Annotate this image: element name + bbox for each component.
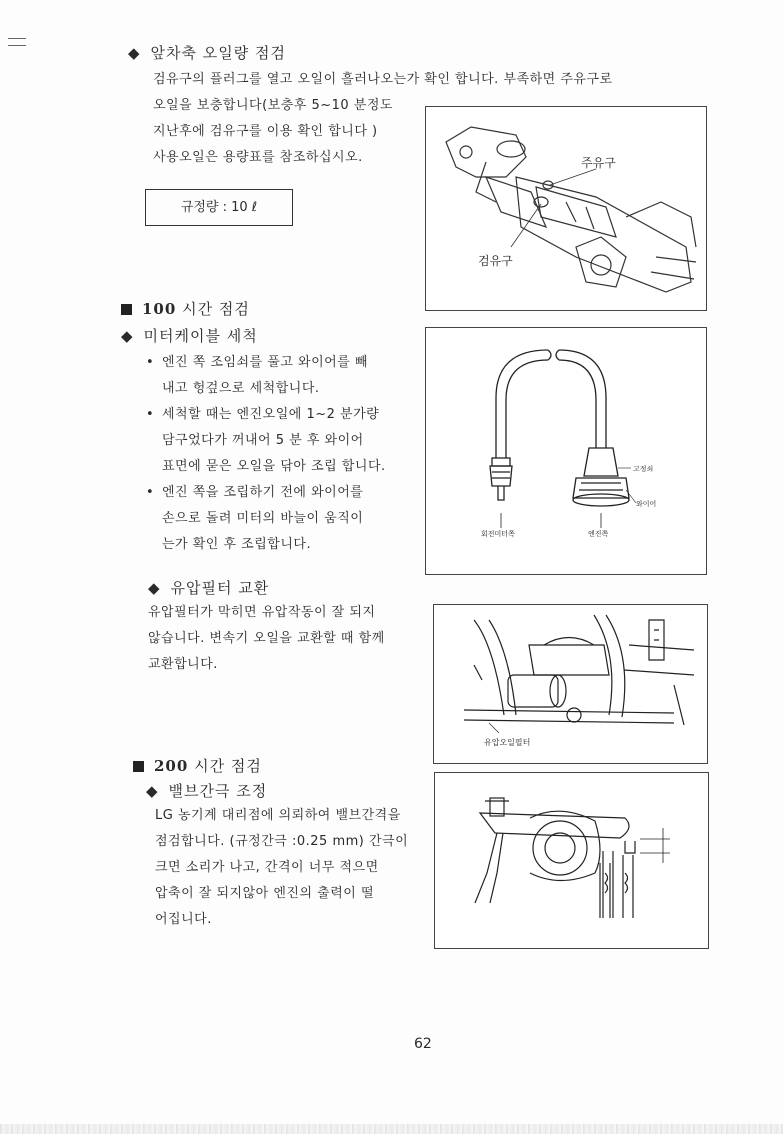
wire-label: 와이어 bbox=[636, 500, 657, 508]
valve-text bbox=[155, 803, 425, 933]
h100-num: 100 bbox=[142, 300, 177, 318]
page-number: 62 bbox=[414, 1036, 432, 1052]
check-port-label: 검유구 bbox=[478, 254, 513, 268]
meter-cable-text bbox=[146, 350, 411, 558]
h100-title: 시간 점검 bbox=[182, 300, 250, 318]
valve-heading bbox=[146, 780, 267, 801]
text-line: 않습니다. 변속기 오일을 교환할 때 함께 bbox=[148, 631, 385, 646]
valve-illustration bbox=[435, 773, 708, 948]
spec-box: 규정량 : 10 ℓ bbox=[145, 189, 293, 226]
h200-title: 시간 점검 bbox=[194, 757, 262, 775]
meter-side-label: 회전미터쪽 bbox=[481, 530, 515, 538]
text-line: 검유구의 플러그를 열고 오일이 흘러나오는가 확인 합니다. 부족하면 주유구로 bbox=[153, 72, 613, 87]
text-line: 는가 확인 후 조립합니다. bbox=[162, 537, 312, 552]
clamp-label: 고정쇠 bbox=[633, 465, 654, 473]
oil-filter-figure bbox=[433, 604, 708, 764]
h100-heading bbox=[121, 298, 250, 319]
front-axle-heading bbox=[128, 42, 286, 63]
text-line: 표면에 묻은 오일을 닦아 조립 합니다. bbox=[162, 459, 386, 474]
square-icon bbox=[133, 761, 144, 772]
text-line: • 세척할 때는 엔진오일에 1~2 분가량 bbox=[162, 407, 380, 422]
text-line: LG 농기계 대리점에 의뢰하여 밸브간격을 bbox=[155, 808, 401, 823]
filter-heading bbox=[148, 577, 269, 598]
square-icon bbox=[121, 304, 132, 315]
text-line: 교환합니다. bbox=[148, 657, 218, 672]
front-axle-illustration bbox=[426, 107, 706, 310]
front-axle-title: 앞차축 오일량 점검 bbox=[150, 44, 287, 62]
meter-cable-figure bbox=[425, 327, 707, 575]
text-line: 사용오일은 용량표를 참조하십시오. bbox=[153, 150, 363, 165]
text-line: 지난후에 검유구를 이용 확인 합니다 ) bbox=[153, 124, 378, 139]
bullet-item bbox=[146, 480, 411, 558]
text-line: 유압필터가 막히면 유압작동이 잘 되지 bbox=[148, 605, 376, 620]
diamond-icon: ◆ bbox=[146, 782, 159, 800]
text-line: • 엔진 쪽을 조립하기 전에 와이어를 bbox=[162, 485, 364, 500]
h200-num: 200 bbox=[154, 757, 189, 775]
valve-figure bbox=[434, 772, 709, 949]
margin-mark bbox=[8, 38, 26, 39]
scan-edge bbox=[0, 1124, 783, 1134]
valve-title: 밸브간극 조정 bbox=[168, 782, 268, 800]
filter-text bbox=[148, 600, 418, 678]
text-line: • 엔진 쪽 조임쇠를 풀고 와이어를 빼 bbox=[162, 355, 368, 370]
margin-mark bbox=[8, 45, 26, 46]
h200-heading bbox=[133, 755, 262, 776]
oil-filter-illustration bbox=[434, 605, 707, 763]
text-line: 담구었다가 꺼내어 5 분 후 와이어 bbox=[162, 433, 364, 448]
text-line: 손으로 돌려 미터의 바늘이 움직이 bbox=[162, 511, 364, 526]
text-line: 크면 소리가 나고, 간격이 너무 적으면 bbox=[155, 860, 379, 875]
meter-cable-heading bbox=[121, 325, 258, 346]
text-line: 어집니다. bbox=[155, 912, 212, 927]
engine-side-label: 엔진쪽 bbox=[588, 530, 609, 538]
meter-cable-illustration bbox=[426, 328, 706, 574]
diamond-icon: ◆ bbox=[128, 44, 141, 62]
filter-title: 유압필터 교환 bbox=[170, 579, 270, 597]
text-line: 내고 헝겊으로 세척합니다. bbox=[162, 381, 320, 396]
diamond-icon: ◆ bbox=[148, 579, 161, 597]
meter-cable-title: 미터케이블 세척 bbox=[143, 327, 258, 345]
text-line: 압축이 잘 되지않아 엔진의 출력이 떨 bbox=[155, 886, 375, 901]
diamond-icon: ◆ bbox=[121, 327, 134, 345]
front-axle-figure bbox=[425, 106, 707, 311]
bullet-item bbox=[146, 402, 411, 480]
oil-filter-label: 유압오일필터 bbox=[484, 738, 531, 747]
text-line: 점검합니다. (규정간극 :0.25 mm) 간극이 bbox=[155, 834, 409, 849]
filler-port-label: 주유구 bbox=[581, 156, 616, 170]
text-line: 오일을 보충합니다(보충후 5~10 분정도 bbox=[153, 98, 393, 113]
bullet-item bbox=[146, 350, 411, 402]
